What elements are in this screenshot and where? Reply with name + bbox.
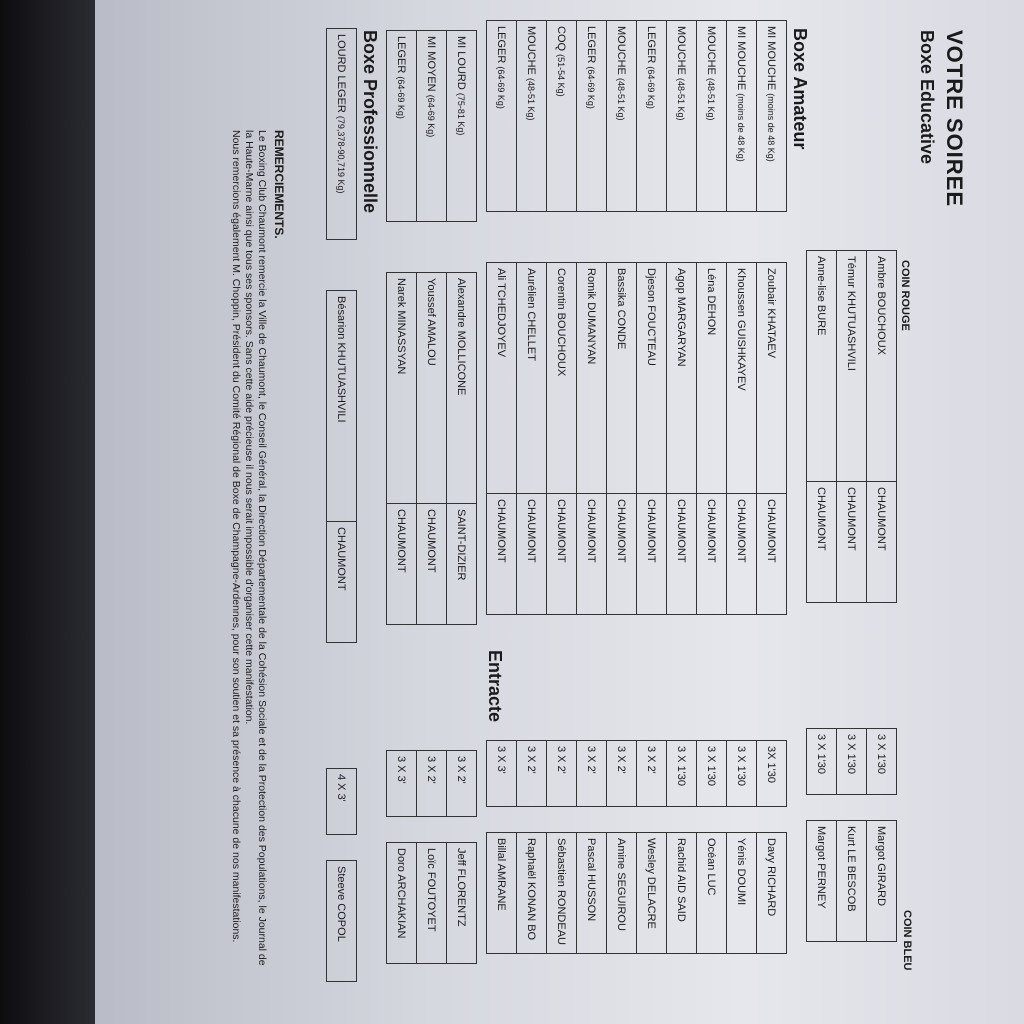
- remerciements-heading: REMERCIEMENTS.: [272, 130, 286, 239]
- blue-corner-boxer: Kurt LE BESCOB: [837, 821, 867, 942]
- column-gap: [807, 795, 837, 821]
- column-gap: [487, 807, 517, 833]
- red-corner-boxer: Léna DEHON: [697, 263, 727, 494]
- program-content: [95, 0, 975, 1024]
- remerciements-block: [229, 130, 285, 970]
- weight-category: LEGER: [645, 26, 658, 64]
- weight-category-cell: [387, 31, 417, 222]
- red-corner-club: CHAUMONT: [547, 494, 577, 615]
- red-corner-boxer: Zoubair KHATAEV: [757, 263, 787, 494]
- red-corner-boxer: Bassika CONDE: [607, 263, 637, 494]
- column-gap: [487, 212, 517, 263]
- rounds: 3 X 2': [517, 741, 547, 807]
- coin-rouge-label: COIN ROUGE: [899, 260, 911, 331]
- rounds: 3 X 1'30: [807, 729, 837, 795]
- red-corner-boxer: Romik DUMANYAN: [577, 263, 607, 494]
- column-gap: [727, 807, 757, 833]
- weight-category: MI MOUCHE: [735, 26, 748, 91]
- weight-category-cell: [727, 21, 757, 212]
- weight-category-cell: [757, 21, 787, 212]
- column-gap: [637, 615, 667, 741]
- column-gap: [447, 625, 477, 751]
- entracte-label: Entracte: [485, 650, 505, 723]
- red-corner-boxer: Ambre BOUCHOUX: [867, 251, 897, 482]
- weight-range: (moins de 48 Kg): [766, 93, 777, 162]
- fight-row: [387, 31, 417, 964]
- red-corner-club: CHAUMONT: [577, 494, 607, 615]
- column-gap: [447, 817, 477, 843]
- rounds: 3 X 1'30: [667, 741, 697, 807]
- red-corner-club: CHAUMONT: [757, 494, 787, 615]
- column-gap: [607, 807, 637, 833]
- fight-row: [727, 21, 757, 954]
- column-gap: [667, 807, 697, 833]
- column-gap: [637, 212, 667, 263]
- rounds: 4 X 3': [327, 769, 357, 835]
- rounds: 3 X 3': [487, 741, 517, 807]
- fight-row: [757, 21, 787, 954]
- weight-range: (64-69 Kg): [586, 66, 597, 109]
- blue-corner-boxer: Raphaël KONAN BO: [517, 833, 547, 954]
- blue-corner-boxer: Billal AMRANE: [487, 833, 517, 954]
- column-gap: [327, 240, 357, 291]
- remerciements-paragraph-2: Nous remercions également M. Choppin, Président du Comité Régional de Boxe de Champagne-Ardennes, pour son soutien et sa présence à chacune de nos manifestations.: [230, 130, 242, 943]
- blue-corner-boxer: Pascal HUSSON: [577, 833, 607, 954]
- weight-category-cell: [667, 21, 697, 212]
- column-gap: [757, 615, 787, 741]
- weight-category: MI LOURD: [455, 36, 468, 90]
- blue-corner-boxer: Margot PERNEY: [807, 821, 837, 942]
- rounds: 3 X 3': [387, 751, 417, 817]
- fight-row: [447, 31, 477, 964]
- red-corner-boxer: Anne-lise BURE: [807, 251, 837, 482]
- red-corner-club: SAINT-DIZIER: [447, 504, 477, 625]
- blue-corner-boxer: Doro ARCHAKIAN: [387, 843, 417, 964]
- column-gap: [607, 212, 637, 263]
- weight-category-cell: [577, 21, 607, 212]
- section-educative-heading: Boxe Educative: [917, 30, 937, 165]
- column-gap: [667, 615, 697, 741]
- rounds: 3 X 2': [577, 741, 607, 807]
- weight-category: MI MOYEN: [425, 36, 438, 92]
- rounds: 3 X 2': [547, 741, 577, 807]
- fight-row: [697, 21, 727, 954]
- red-corner-boxer: Youssef AMALOU: [417, 273, 447, 504]
- column-gap: [417, 817, 447, 843]
- column-gap: [417, 625, 447, 751]
- column-gap: [667, 212, 697, 263]
- weight-category: MOUCHE: [525, 26, 538, 75]
- column-gap: [727, 212, 757, 263]
- column-gap: [517, 212, 547, 263]
- weight-category: COQ: [555, 26, 568, 52]
- red-corner-club: CHAUMONT: [327, 522, 357, 643]
- column-gap: [607, 615, 637, 741]
- column-gap: [387, 817, 417, 843]
- weight-range: (moins de 48 Kg): [736, 93, 747, 162]
- weight-category: LOURD LEGER: [335, 34, 348, 113]
- column-gap: [517, 807, 547, 833]
- blue-corner-boxer: Jeff FLORENTZ: [447, 843, 477, 964]
- weight-category: MOUCHE: [675, 26, 688, 75]
- fight-row: [547, 21, 577, 954]
- weight-range: (48-51 Kg): [706, 77, 717, 121]
- red-corner-club: CHAUMONT: [667, 494, 697, 615]
- column-gap: [757, 807, 787, 833]
- rounds: 3 X 1'30: [867, 729, 897, 795]
- fight-row: [487, 21, 517, 954]
- red-corner-club: CHAUMONT: [837, 482, 867, 603]
- blue-corner-boxer: Davy RICHARD: [757, 833, 787, 954]
- weight-category-cell: [517, 21, 547, 212]
- red-corner-boxer: Corentin BOUCHOUX: [547, 263, 577, 494]
- weight-category-cell: [547, 21, 577, 212]
- column-gap: [757, 212, 787, 263]
- weight-category: MI MOUCHE: [765, 26, 778, 91]
- column-gap: [387, 222, 417, 273]
- fight-row: [837, 251, 867, 942]
- red-corner-club: CHAUMONT: [517, 494, 547, 615]
- red-corner-boxer: Agop MARGARYAN: [667, 263, 697, 494]
- weight-range: (64-69 Kg): [426, 94, 437, 138]
- column-gap: [837, 603, 867, 729]
- red-corner-boxer: Khoussen GUISHKAYEV: [727, 263, 757, 494]
- weight-range: (51-54 Kg): [556, 54, 567, 97]
- page-title: VOTRE SOIREE: [942, 30, 967, 208]
- rounds: 3 X 1'30: [727, 741, 757, 807]
- column-gap: [577, 615, 607, 741]
- blue-corner-boxer: Steeve COPOL: [327, 861, 357, 982]
- fight-row: [607, 21, 637, 954]
- column-gap: [517, 615, 547, 741]
- weight-category-cell: [417, 31, 447, 222]
- rounds: 3 X 1'30: [697, 741, 727, 807]
- column-gap: [387, 625, 417, 751]
- red-corner-club: CHAUMONT: [697, 494, 727, 615]
- fight-row: [517, 21, 547, 954]
- red-corner-boxer: Djeson FOUCTEAU: [637, 263, 667, 494]
- blue-corner-boxer: Wesley DELACRE: [637, 833, 667, 954]
- weight-range: (48-51 Kg): [616, 77, 627, 121]
- red-corner-boxer: Aurélien CHELLET: [517, 263, 547, 494]
- column-gap: [577, 212, 607, 263]
- column-gap: [447, 222, 477, 273]
- column-gap: [417, 222, 447, 273]
- weight-category: LEGER: [495, 26, 508, 64]
- remerciements-paragraph-1: Le Boxing Club Chaumont remercie la Ville de Chaumont, le Conseil Général, la Direction Départementale de la Cohésion Sociale et de la Protection des Populations, le Journal de la Haute-Marne ainsi que tous ses sponsors. Sans cette aide précieuse il nous serait impossible d'organiser cette manifestation.: [243, 130, 268, 966]
- red-corner-boxer: Ali TCHEDJOYEV: [487, 263, 517, 494]
- rounds: 3 X 2': [607, 741, 637, 807]
- red-corner-club: CHAUMONT: [637, 494, 667, 615]
- educative-table: [806, 250, 897, 942]
- column-gap: [547, 212, 577, 263]
- red-corner-club: CHAUMONT: [727, 494, 757, 615]
- weight-category-cell: [487, 21, 517, 212]
- blue-corner-boxer: Margot GIRARD: [867, 821, 897, 942]
- rounds: 3 X 1'30: [837, 729, 867, 795]
- weight-range: (75-81 Kg): [456, 92, 467, 136]
- amateur-second-table: [386, 30, 477, 964]
- rounds: 3X 1'30: [757, 741, 787, 807]
- background-shadow: [0, 0, 95, 1024]
- weight-category-cell: [607, 21, 637, 212]
- weight-category: MOUCHE: [705, 26, 718, 75]
- blue-corner-boxer: Rachid AID SAID: [667, 833, 697, 954]
- column-gap: [807, 603, 837, 729]
- weight-category-cell: [697, 21, 727, 212]
- red-corner-boxer: Alexandre MOLLICONE: [447, 273, 477, 504]
- weight-range: (79,378-90,719 Kg): [336, 115, 347, 194]
- amateur-table: [486, 20, 787, 954]
- section-amateur-heading: Boxe Amateur: [790, 28, 810, 150]
- column-gap: [697, 212, 727, 263]
- fight-row: [867, 251, 897, 942]
- red-corner-boxer: Bésarion KHUTUASHVILI: [327, 291, 357, 522]
- column-gap: [637, 807, 667, 833]
- rounds: 3 X 2': [447, 751, 477, 817]
- pro-table: [326, 28, 357, 982]
- program-sheet: [95, 0, 1024, 1024]
- red-corner-club: CHAUMONT: [867, 482, 897, 603]
- weight-category: LEGER: [585, 26, 598, 64]
- red-corner-club: CHAUMONT: [417, 504, 447, 625]
- weight-range: (64-69 Kg): [396, 76, 407, 119]
- weight-range: (48-51 Kg): [526, 77, 537, 121]
- blue-corner-boxer: Océan LUC: [697, 833, 727, 954]
- weight-range: (64-69 Kg): [646, 66, 657, 109]
- fight-row: [667, 21, 697, 954]
- column-gap: [547, 615, 577, 741]
- fight-row: [327, 29, 357, 982]
- fight-row: [807, 251, 837, 942]
- weight-category-cell: [447, 31, 477, 222]
- coin-bleu-label: COIN BLEU: [901, 910, 913, 971]
- blue-corner-boxer: Loïc FOUTOYET: [417, 843, 447, 964]
- red-corner-club: CHAUMONT: [487, 494, 517, 615]
- column-gap: [697, 615, 727, 741]
- red-corner-club: CHAUMONT: [387, 504, 417, 625]
- red-corner-boxer: Témur KHUTUASHVILI: [837, 251, 867, 482]
- column-gap: [327, 643, 357, 769]
- rounds: 3 X 2': [637, 741, 667, 807]
- weight-category-cell: [637, 21, 667, 212]
- weight-category-cell: [327, 29, 357, 240]
- column-gap: [697, 807, 727, 833]
- column-gap: [837, 795, 867, 821]
- fight-row: [577, 21, 607, 954]
- rounds: 3 X 2': [417, 751, 447, 817]
- column-gap: [727, 615, 757, 741]
- column-gap: [547, 807, 577, 833]
- column-gap: [867, 795, 897, 821]
- red-corner-club: CHAUMONT: [807, 482, 837, 603]
- fight-row: [637, 21, 667, 954]
- blue-corner-boxer: Yénis DOUMI: [727, 833, 757, 954]
- weight-range: (48-51 Kg): [676, 77, 687, 121]
- red-corner-boxer: Narek MINASSYAN: [387, 273, 417, 504]
- section-pro-heading: Boxe Professionnelle: [360, 30, 380, 214]
- weight-category: LEGER: [395, 36, 408, 74]
- column-gap: [867, 603, 897, 729]
- blue-corner-boxer: Amine SEGUIROU: [607, 833, 637, 954]
- fight-row: [417, 31, 447, 964]
- column-gap: [327, 835, 357, 861]
- red-corner-club: CHAUMONT: [607, 494, 637, 615]
- weight-category: MOUCHE: [615, 26, 628, 75]
- weight-range: (64-69 Kg): [496, 66, 507, 109]
- column-gap: [577, 807, 607, 833]
- blue-corner-boxer: Sébastien RONDEAU: [547, 833, 577, 954]
